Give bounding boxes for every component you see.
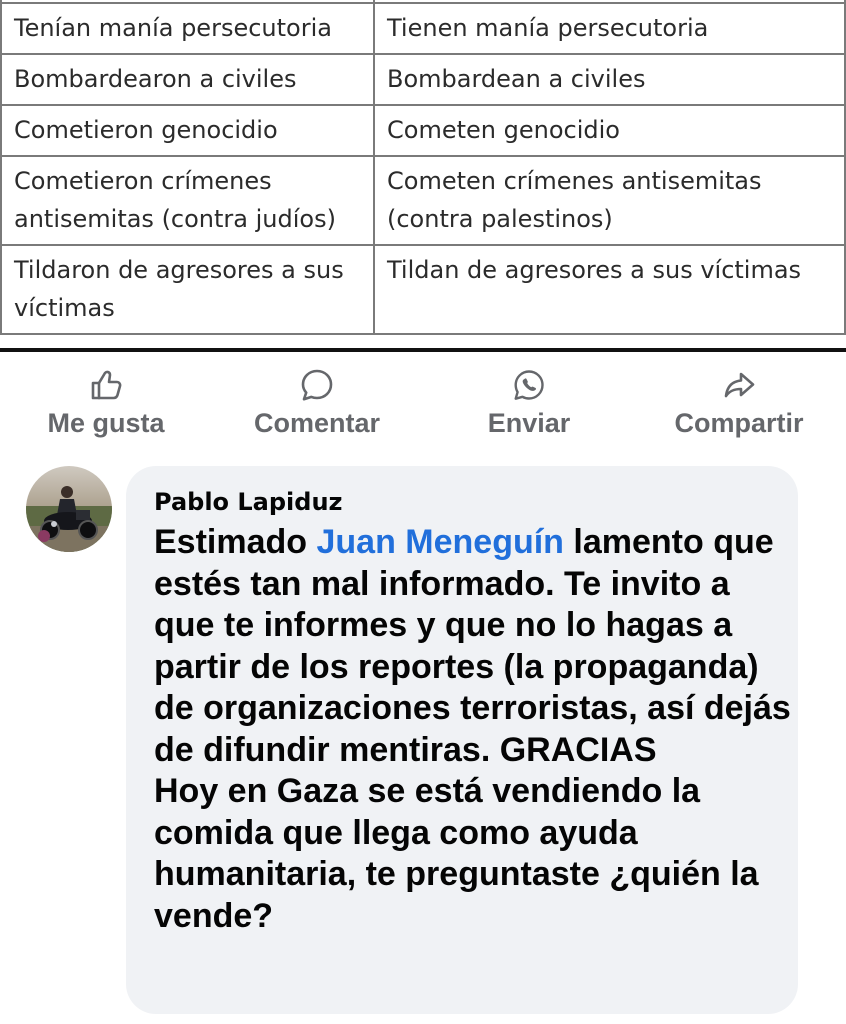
comment-text <box>154 522 794 937</box>
whatsapp-icon <box>512 368 546 402</box>
avatar[interactable] <box>26 466 112 552</box>
table-row <box>1 3 845 54</box>
thumbs-up-icon <box>89 368 123 402</box>
post-action-bar <box>0 364 846 440</box>
table-cell: Tildaron de agresores a sus víctimas <box>1 245 374 334</box>
table-cell: Tienen manía persecutoria <box>374 3 845 54</box>
table-row <box>1 54 845 105</box>
table-cell: Tildan de agresores a sus víctimas <box>374 245 845 334</box>
comment-text-rest: lamento que estés tan mal informado. Te invito a que te informes y que no lo hagas a partir de los reportes (la propaganda) de organizaciones terroristas, así dejás de difundir mentiras. GRACIAS <box>154 523 791 769</box>
comment-text-start: Estimado <box>154 523 317 561</box>
table-cell: Cometen crímenes antisemitas (contra palestinos) <box>374 156 845 245</box>
comment-button[interactable] <box>236 364 398 440</box>
shared-image[interactable] <box>0 0 846 352</box>
table-row <box>1 245 845 334</box>
comment-bubble-icon <box>300 368 334 402</box>
comparison-table <box>0 0 846 335</box>
table-cell: Cometieron genocidio <box>1 105 374 156</box>
image-bottom-border <box>0 348 846 352</box>
table-row <box>1 156 845 245</box>
comment-paragraph <box>154 522 794 771</box>
like-label: Me gusta <box>47 408 165 438</box>
avatar-photo-icon <box>26 466 112 552</box>
share-label: Compartir <box>674 408 804 438</box>
table-cell: Tenían manía persecutoria <box>1 3 374 54</box>
table-cell: Cometieron crímenes antisemitas (contra judíos) <box>1 156 374 245</box>
share-arrow-icon <box>722 368 756 402</box>
table-cell: Cometen genocidio <box>374 105 845 156</box>
send-button[interactable] <box>474 364 584 440</box>
like-button[interactable] <box>32 364 180 440</box>
send-label: Enviar <box>487 408 571 438</box>
table-cell: Bombardearon a civiles <box>1 54 374 105</box>
table-cell: Bombardean a civiles <box>374 54 845 105</box>
comment-bubble <box>126 466 798 1014</box>
comment-paragraph-2: Hoy en Gaza se está vendiendo la comida que llega como ayuda humanitaria, te preguntaste ¿quién la vende? <box>154 772 759 935</box>
share-button[interactable] <box>654 364 824 440</box>
table-row <box>1 105 845 156</box>
comment-label: Comentar <box>253 408 381 438</box>
comment-author[interactable]: Pablo Lapiduz <box>154 488 343 516</box>
mention-link[interactable]: Juan Meneguín <box>316 523 564 561</box>
